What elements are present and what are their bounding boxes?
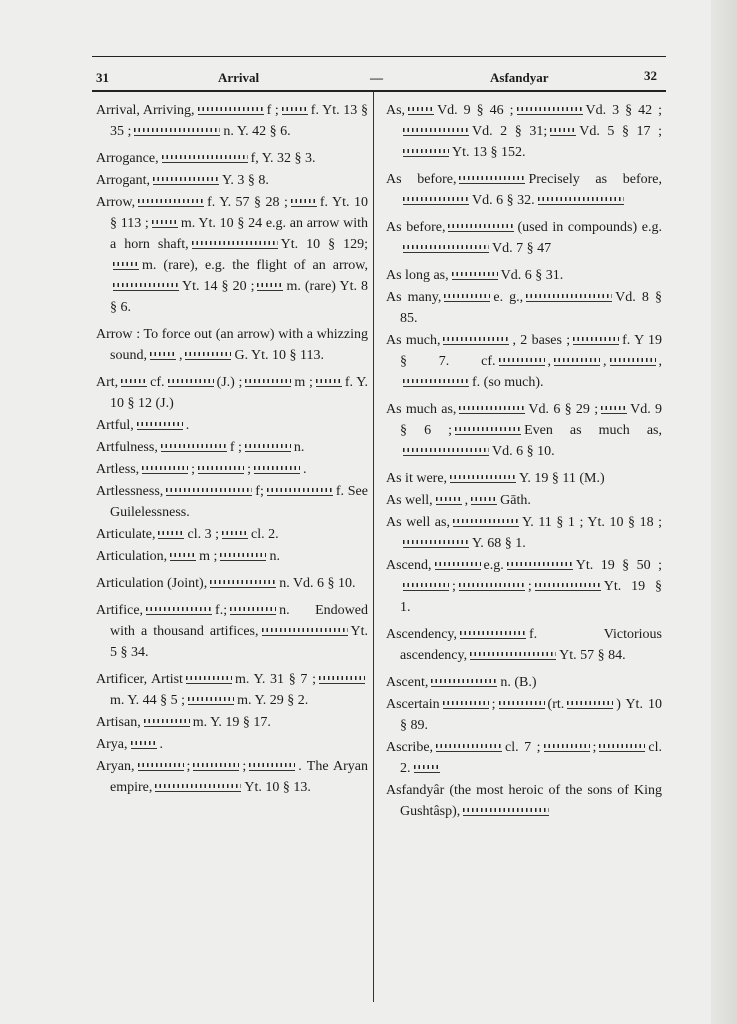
entry-text: f, Y. 32 § 3.	[250, 151, 316, 166]
avestan-script-word	[499, 355, 545, 366]
entry-text: ,	[178, 348, 183, 363]
avestan-script-word	[573, 334, 619, 345]
avestan-script-word	[138, 760, 184, 771]
avestan-script-word	[499, 698, 545, 709]
entry-text: Gāth.	[500, 493, 531, 508]
avestan-script-word	[544, 741, 590, 752]
dictionary-entry	[386, 399, 662, 462]
entry-headword-text: As long as,	[386, 268, 449, 283]
header-rule	[92, 90, 666, 92]
entry-text: Vd. 6 § 29 ;	[528, 402, 599, 417]
dictionary-entry	[96, 481, 368, 523]
entry-text: ,	[658, 354, 662, 369]
right-column	[386, 100, 662, 823]
entry-text: cl. 3 ;	[187, 527, 219, 542]
avestan-script-word	[517, 104, 583, 115]
entry-text: Vd. 9 § 6 ;	[400, 402, 662, 438]
entry-headword-text: Arrow,	[96, 195, 136, 210]
dictionary-entry	[386, 672, 662, 693]
entry-text: m. (rare) Yt. 8 § 6.	[110, 279, 368, 315]
entry-headword-text: As well as,	[386, 515, 450, 530]
dictionary-entry	[96, 192, 368, 318]
entry-text: f. Y. 57 § 28 ;	[207, 195, 288, 210]
entry-text: Even as much as,	[524, 423, 662, 438]
entry-headword-text: Ascend,	[386, 558, 432, 573]
avestan-script-word	[262, 625, 348, 636]
avestan-script-word	[316, 376, 342, 387]
entry-text: f. Y 19 § 7. cf.	[400, 333, 662, 369]
entry-text: cf.	[150, 375, 165, 390]
entry-headword-text: Ascertain	[386, 697, 440, 712]
avestan-script-word	[257, 280, 283, 291]
entry-headword-text: Asfandyâr (the most heroic of the sons of King Gushtâsp),	[386, 783, 662, 819]
entry-headword-text: As much,	[386, 333, 441, 348]
dictionary-entry	[386, 100, 662, 163]
avestan-script-word	[220, 550, 266, 561]
avestan-script-word	[131, 738, 157, 749]
entry-text: n.	[293, 440, 305, 455]
avestan-script-word	[230, 604, 276, 615]
avestan-script-word	[460, 628, 526, 639]
avestan-script-word	[245, 376, 291, 387]
entry-text: Vd. 9 § 46 ;	[437, 103, 514, 118]
avestan-script-word	[463, 805, 549, 816]
page-number-right: 32	[644, 68, 657, 83]
entry-text: ,	[547, 354, 551, 369]
dictionary-entry	[96, 372, 368, 414]
avestan-script-word	[185, 349, 231, 360]
avestan-script-word	[601, 403, 627, 414]
entry-text: Precisely as before,	[528, 172, 663, 187]
guide-word-left: Arrival	[218, 70, 260, 85]
entry-text: ;	[186, 759, 191, 774]
entry-text: f.;	[215, 603, 228, 618]
entry-text: Yt. 10 § 13.	[244, 780, 311, 795]
avestan-script-word	[436, 494, 462, 505]
entry-text: f. Yt. 13 § 35 ;	[110, 103, 368, 139]
entry-text: f ;	[229, 440, 242, 455]
dictionary-entry	[386, 624, 662, 666]
avestan-script-word	[550, 125, 576, 136]
avestan-script-word	[452, 269, 498, 280]
avestan-script-word	[267, 485, 333, 496]
avestan-script-word	[282, 104, 308, 115]
avestan-script-word	[435, 559, 481, 570]
entry-headword-text: Arya,	[96, 737, 128, 752]
avestan-script-word	[403, 125, 469, 136]
avestan-script-word	[198, 463, 244, 474]
avestan-script-word	[319, 673, 365, 684]
dictionary-entry	[96, 148, 368, 169]
dictionary-entry	[386, 169, 662, 211]
entry-headword-text: As much as,	[386, 402, 457, 417]
avestan-script-word	[443, 334, 509, 345]
avestan-script-word	[471, 494, 497, 505]
avestan-script-word	[526, 291, 612, 302]
dictionary-entry	[96, 459, 368, 480]
avestan-script-word	[535, 580, 601, 591]
entry-text: Vd. 3 § 42 ;	[585, 103, 662, 118]
avestan-script-word	[403, 194, 469, 205]
avestan-script-word	[210, 577, 276, 588]
avestan-script-word	[431, 676, 497, 687]
avestan-script-word	[436, 741, 502, 752]
entry-headword-text: Arrow : To force out (an arrow) with a whizzing sound,	[96, 327, 368, 363]
dictionary-entry	[96, 170, 368, 191]
avestan-script-word	[414, 762, 440, 773]
avestan-script-word	[113, 280, 179, 291]
avestan-script-word	[610, 355, 656, 366]
page-number-left: 31	[96, 70, 109, 85]
entry-text: f;	[255, 484, 264, 499]
entry-headword-text: Artisan,	[96, 715, 141, 730]
avestan-script-word	[138, 196, 204, 207]
entry-text: e.g.	[483, 558, 504, 573]
entry-text: Y. 3 § 8.	[222, 173, 269, 188]
avestan-script-word	[188, 694, 234, 705]
entry-text: f ;	[266, 103, 279, 118]
avestan-script-word	[567, 698, 613, 709]
entry-text: ) Yt. 10 § 89.	[400, 697, 662, 733]
entry-text: f. Yt. 10 § 113 ;	[110, 195, 368, 231]
dictionary-entry	[386, 330, 662, 393]
avestan-script-word	[403, 376, 469, 387]
entry-text: (rt.	[547, 697, 565, 712]
entry-text: Vd. 8 § 85.	[400, 290, 662, 326]
entry-text: cl. 7 ;	[505, 740, 541, 755]
entry-headword-text: As it were,	[386, 471, 448, 486]
dictionary-entry	[96, 437, 368, 458]
entry-text: Yt. 19 § 50 ;	[575, 558, 662, 573]
avestan-script-word	[142, 463, 188, 474]
avestan-script-word	[198, 104, 264, 115]
avestan-script-word	[455, 424, 521, 435]
avestan-script-word	[448, 221, 514, 232]
entry-text: m. Yt. 10 § 24 e.g. an arrow with a horn shaft,	[110, 216, 368, 252]
scan-edge	[711, 0, 737, 1024]
entry-headword-text: As,	[386, 103, 406, 118]
avestan-script-word	[554, 355, 600, 366]
entry-text: .	[302, 462, 307, 477]
entry-text: e. g.,	[493, 290, 524, 305]
dictionary-entry	[386, 694, 662, 736]
entry-text: m ;	[199, 549, 218, 564]
dictionary-entry	[386, 555, 662, 618]
entry-text: Yt. 57 § 84.	[559, 648, 626, 663]
entry-text: ;	[491, 697, 496, 712]
entry-headword-text: Arrival, Arriving,	[96, 103, 195, 118]
entry-text: f. (so much).	[472, 375, 544, 390]
entry-text: .	[185, 418, 190, 433]
entry-text: ;	[247, 462, 251, 477]
dictionary-entry	[386, 217, 662, 259]
header-separator: —	[370, 70, 383, 85]
entry-headword-text: Arrogance,	[96, 151, 159, 166]
entry-headword-text: Ascendency,	[386, 627, 458, 642]
avestan-script-word	[193, 760, 239, 771]
entry-text: n.	[269, 549, 280, 564]
dictionary-page	[84, 56, 664, 1006]
avestan-script-word	[444, 291, 490, 302]
left-column	[96, 100, 368, 799]
dictionary-entry	[96, 712, 368, 733]
entry-text: Yt. 13 § 152.	[452, 145, 526, 160]
entry-headword-text: Ascent,	[386, 675, 429, 690]
avestan-script-word	[408, 104, 434, 115]
avestan-script-word	[403, 242, 489, 253]
entry-headword-text: As well,	[386, 493, 433, 508]
avestan-script-word	[403, 580, 449, 591]
entry-headword-text: Artless,	[96, 462, 140, 477]
avestan-script-word	[254, 463, 300, 474]
entry-headword-text: As many,	[386, 290, 442, 305]
avestan-script-word	[158, 528, 184, 539]
entry-headword-text: As before,	[386, 172, 457, 187]
entry-text: cl. 2.	[250, 527, 279, 542]
entry-text: m. Y. 19 § 17.	[192, 715, 271, 730]
column-divider	[373, 92, 374, 1002]
entry-text: f. Y. 10 § 12 (J.)	[110, 375, 369, 411]
entry-text: m. (rare), e.g. the flight of an arrow,	[142, 258, 368, 273]
avestan-script-word	[470, 649, 556, 660]
dictionary-entry	[96, 600, 368, 663]
avestan-script-word	[121, 376, 147, 387]
entry-text: ;	[452, 579, 456, 594]
entry-headword-text: Articulation,	[96, 549, 168, 564]
entry-text: Y. 68 § 1.	[472, 536, 526, 551]
dictionary-entry	[96, 324, 368, 366]
entry-text: m. Y. 44 § 5 ;	[110, 693, 186, 708]
avestan-script-word	[113, 259, 139, 270]
avestan-script-word	[453, 516, 519, 527]
entry-headword-text: As before,	[386, 220, 446, 235]
entry-text: n. Vd. 6 § 10.	[279, 576, 356, 591]
entry-text: Vd. 2 § 31;	[472, 124, 548, 139]
dictionary-entry	[96, 734, 368, 755]
entry-text: .	[159, 737, 163, 752]
entry-text: m ;	[294, 375, 313, 390]
avestan-script-word	[403, 146, 449, 157]
avestan-script-word	[249, 760, 295, 771]
dictionary-entry	[386, 287, 662, 329]
entry-text: ;	[242, 759, 247, 774]
entry-headword-text: Articulate,	[96, 527, 156, 542]
entry-text: f. See Guilelessness.	[110, 484, 368, 520]
entry-text: . The Aryan empire,	[110, 759, 368, 795]
avestan-script-word	[146, 604, 212, 615]
avestan-script-word	[186, 673, 232, 684]
entry-text: (J.) ;	[216, 375, 243, 390]
dictionary-entry	[386, 512, 662, 554]
avestan-script-word	[459, 173, 525, 184]
entry-text: Vd. 5 § 17 ;	[579, 124, 663, 139]
entry-text: Yt. 14 § 20 ;	[182, 279, 255, 294]
running-header	[84, 66, 664, 88]
avestan-script-word	[192, 238, 278, 249]
entry-headword-text: Artfulness,	[96, 440, 158, 455]
entry-headword-text: Artifice,	[96, 603, 144, 618]
entry-text: n. (B.)	[500, 675, 537, 690]
entry-text: Y. 11 § 1 ; Yt. 10 § 18 ;	[521, 515, 663, 530]
entry-text: G. Yt. 10 § 113.	[234, 348, 325, 363]
entry-text: Vd. 6 § 32.	[472, 193, 535, 208]
avestan-script-word	[152, 217, 178, 228]
dictionary-entry	[96, 546, 368, 567]
entry-text: m. Y. 29 § 2.	[237, 693, 309, 708]
entry-text: n. Y. 42 § 6.	[223, 124, 291, 139]
dictionary-entry	[386, 490, 662, 511]
entry-headword-text: Aryan,	[96, 759, 135, 774]
entry-text: Vd. 7 § 47	[492, 241, 552, 256]
avestan-script-word	[459, 403, 525, 414]
dictionary-entry	[96, 524, 368, 545]
guide-word-right: Asfandyar	[490, 70, 549, 85]
entry-text: , 2 bases ;	[512, 333, 571, 348]
dictionary-entry	[96, 415, 368, 436]
entry-headword-text: Articulation (Joint),	[96, 576, 208, 591]
avestan-script-word	[161, 441, 227, 452]
entry-headword-text: Artful,	[96, 418, 134, 433]
entry-text: Yt. 19 § 1.	[400, 579, 662, 615]
avestan-script-word	[137, 419, 183, 430]
avestan-script-word	[168, 376, 214, 387]
entry-text: ;	[527, 579, 532, 594]
entry-text: n. Endowed with a thousand artifices,	[110, 603, 368, 639]
avestan-script-word	[162, 152, 248, 163]
avestan-script-word	[222, 528, 248, 539]
entry-text: Vd. 6 § 31.	[500, 268, 564, 283]
avestan-script-word	[245, 441, 291, 452]
entry-text: Vd. 6 § 10.	[492, 444, 555, 459]
avestan-script-word	[166, 485, 252, 496]
avestan-script-word	[599, 741, 645, 752]
entry-text: Yt. 5 § 34.	[110, 624, 368, 660]
dictionary-entry	[96, 756, 368, 798]
avestan-script-word	[144, 716, 190, 727]
avestan-script-word	[403, 537, 469, 548]
entry-text: ,	[603, 354, 607, 369]
entry-text: (used in compounds) e.g.	[517, 220, 662, 235]
avestan-script-word	[507, 559, 573, 570]
dictionary-entry	[386, 468, 662, 489]
avestan-script-word	[134, 125, 220, 136]
entry-headword-text: Artificer, Artist	[96, 672, 183, 687]
avestan-script-word	[403, 445, 489, 456]
entry-text: cl. 2.	[400, 740, 662, 776]
entry-headword-text: Artlessness,	[96, 484, 164, 499]
entry-text: Y. 19 § 11 (M.)	[519, 471, 605, 486]
dictionary-entry	[96, 100, 368, 142]
entry-headword-text: Arrogant,	[96, 173, 151, 188]
avestan-script-word	[459, 580, 525, 591]
avestan-script-word	[443, 698, 489, 709]
avestan-script-word	[538, 194, 624, 205]
avestan-script-word	[450, 472, 516, 483]
entry-text: ,	[464, 493, 469, 508]
avestan-script-word	[291, 196, 317, 207]
dictionary-entry	[96, 669, 368, 711]
entry-text: f. Victorious ascendency,	[400, 627, 662, 663]
entry-text: ;	[592, 740, 597, 755]
dictionary-entry	[386, 737, 662, 779]
dictionary-entry	[386, 780, 662, 822]
entry-headword-text: Art,	[96, 375, 119, 390]
header-top-rule	[92, 56, 666, 57]
entry-text: ;	[191, 462, 196, 477]
entry-text: m. Y. 31 § 7 ;	[234, 672, 316, 687]
avestan-script-word	[150, 349, 176, 360]
avestan-script-word	[170, 550, 196, 561]
avestan-script-word	[153, 174, 219, 185]
dictionary-entry	[96, 573, 368, 594]
dictionary-entry	[386, 265, 662, 286]
avestan-script-word	[155, 781, 241, 792]
entry-headword-text: Ascribe,	[386, 740, 434, 755]
entry-text: Yt. 10 § 129;	[280, 237, 369, 252]
